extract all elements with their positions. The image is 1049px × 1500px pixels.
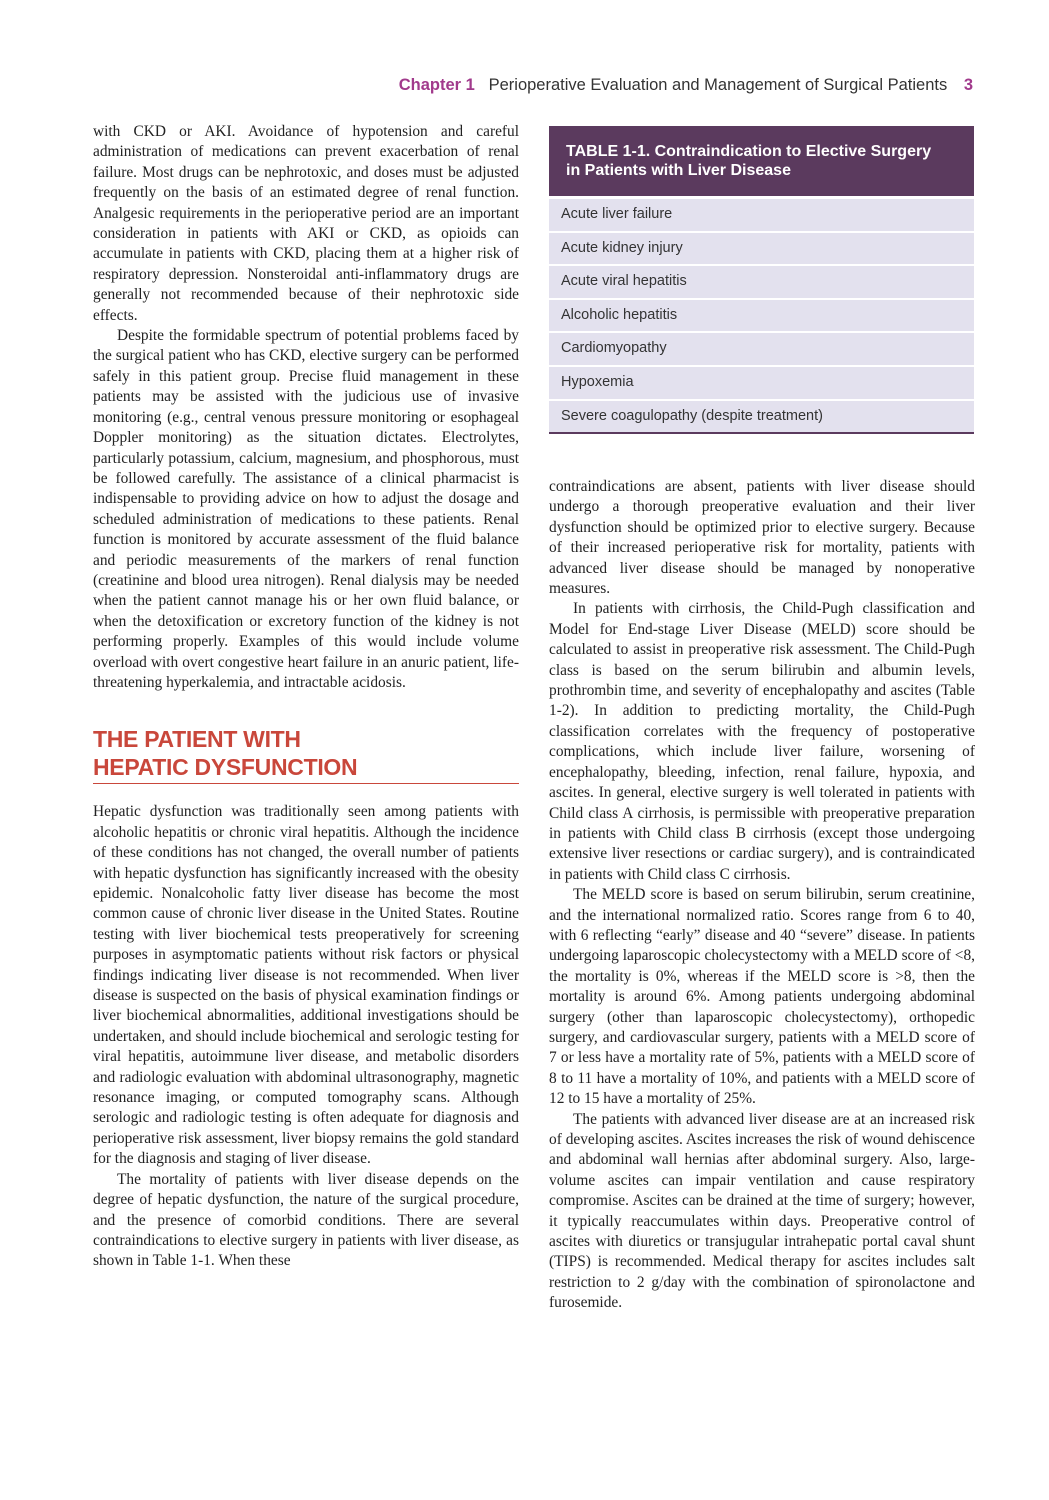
table-row: Cardiomyopathy [549,333,974,365]
table-body [549,199,974,434]
running-head [380,76,973,95]
right-column [549,477,975,1314]
section-heading [93,725,519,784]
table-row: Acute kidney injury [549,233,974,265]
paragraph: In patients with cirrhosis, the Child-Pugh classification and Model for End-stage Liver Disease (MELD) score should be calculated to assist in preoperative risk assessment. The Child-Pugh class is based on the serum bilirubin and albumin levels, prothrombin time, and severity of encephalopathy and ascites (Table 1-2). In addition to predicting mortality, the Child-Pugh classification correlates with the frequency of postoperative complications, which include liver failure, worsening of encephalopathy, bleeding, infection, renal failure, hypoxia, and ascites. In general, elective surgery is well tolerated in patients with Child class A cirrhosis, is permissible with preoperative preparation in patients with Child class B cirrhosis (except those undergoing extensive liver resections or cardiac surgery), and is contraindicated in patients with Child class C cirrhosis. [549,600,975,883]
paragraph: Hepatic dysfunction was traditionally seen among patients with alcoholic hepatitis or chronic viral hepatitis. Although the incidence of these conditions has not changed, the overall number of patients with hepatic dysfunction has significantly increased with the obesity epidemic. Nonalcoholic fatty liver disease has become the most common cause of chronic liver disease in the United States. Routine testing with liver biochemical tests preoperatively for screening purposes in asymptomatic patients without risk factors or physical findings indicating liver disease is not recommended. When liver disease is suspected on the basis of physical examination findings or liver biochemical abnormalities, additional investigations should be undertaken, and should include biochemical and serologic testing for viral hepatitis, autoimmune liver disease, and metabolic disorders and radiologic evaluation with abdominal ultrasonography, magnetic resonance imaging, or computed tomography scans. Although serologic and radiologic testing is often adequate for diagnosis and perioperative risk assessment, liver biopsy remains the gold standard for the diagnosis and staging of liver disease. [93,803,519,1168]
paragraph: Despite the formidable spectrum of potential problems faced by the surgical patient who has CKD, elective surgery can be performed safely in this patient group. Precise fluid management in these patients may be assisted with the judicious use of invasive monitoring (e.g., central venous pressure monitoring or esophageal Doppler monitoring) as the situation dictates. Electrolytes, particularly potassium, calcium, magnesium, and phosphorous, must be followed carefully. The assistance of a clinical pharmacist is indispensable to providing advice on how to adjust the dosage and scheduled administration of medications to these patients. Renal function is monitored by accurate assessment of the fluid balance and periodic measurements of the markers of renal function (creatinine and blood urea nitrogen). Renal dialysis may be needed when the patient cannot manage his or her own fluid balance, or when the detoxification or excretory function of the kidney is not performing properly. Examples of this would include volume overload with overt congestive heart failure in an anuric patient, life-threatening hyperkalemia, and intractable acidosis. [93,327,519,691]
table-title-line-2: in Patients with Liver Disease [566,162,791,179]
paragraph: The MELD score is based on serum bilirubin, serum creatinine, and the international normalized ratio. Scores range from 6 to 40, with 6 reflecting “early” disease and 40 “severe” disease. In patients undergoing laparoscopic cholecystectomy with a MELD score of <8, the mortality is 0%, whereas if the MELD score is >8, then the mortality is around 6%. Among patients undergoing abdominal surgery (other than laparoscopic cholecystectomy), orthopedic surgery, and cardiovascular surgery, patients with a MELD score of 7 or less have a mortality rate of 5%, patients with a MELD score of 8 to 11 have a mortality of 10%, and patients with a MELD score of 12 to 15 have a mortality of 25%. [549,886,975,1108]
table-row: Acute viral hepatitis [549,266,974,298]
section-heading-line-1: THE PATIENT WITH [93,726,301,753]
paragraph: The mortality of patients with liver disease depends on the degree of hepatic dysfunction, the nature of the surgical procedure, and the presence of comorbid conditions. There are several contraindications to elective surgery in patients with liver disease, as shown in Table 1-1. When these [93,1170,519,1270]
table-row: Alcoholic hepatitis [549,300,974,332]
section-heading-line-2: HEPATIC DYSFUNCTION [93,754,358,781]
table-row: Hypoxemia [549,367,974,399]
contraindication-table [549,126,974,434]
paragraph: contraindications are absent, patients with liver disease should undergo a thorough preoperative evaluation and their liver dysfunction should be optimized prior to elective surgery. Because of their increased perioperative risk for mortality, patients with advanced liver disease should be managed by nonoperative measures. [549,478,975,598]
table-title-line-1: TABLE 1-1. Contraindication to Elective Surgery [566,143,932,160]
table-row: Severe coagulopathy (despite treatment) [549,401,974,433]
paragraph: with CKD or AKI. Avoidance of hypotension and careful administration of medications can prevent exacerbation of renal failure. Most drugs can be nephrotoxic, and doses must be adjusted frequently on the basis of an estimated degree of renal function. Analgesic requirements in the perioperative period are an important consideration in patients with AKI or CKD, as opioids can accumulate in patients with CKD, placing them at a higher risk of respiratory depression. Nonsteroidal anti-inflammatory drugs are generally not recommended because of their nephrotoxic side effects. [93,123,519,324]
table-title [549,126,974,196]
paragraph: The patients with advanced liver disease are at an increased risk of developing ascites. Ascites increases the risk of wound dehiscence and abdominal wall hernias after abdominal surgery. Also, large-volume ascites can impair ventilation and cause respiratory compromise. Ascites can be drained at the time of surgery; however, it typically reaccumulates within days. Preoperative control of ascites with diuretics or transjugular intrahepatic portal caval shunt (TIPS) is recommended. Medical therapy for ascites includes salt restriction to 2 g/day with the combination of spironolactone and furosemide. [549,1110,975,1312]
left-column [93,122,519,1272]
table-row: Acute liver failure [549,199,974,231]
chapter-title: Perioperative Evaluation and Management of Surgical Patients [488,76,948,94]
page-number: 3 [963,76,973,94]
chapter-label: Chapter 1 [398,76,475,94]
